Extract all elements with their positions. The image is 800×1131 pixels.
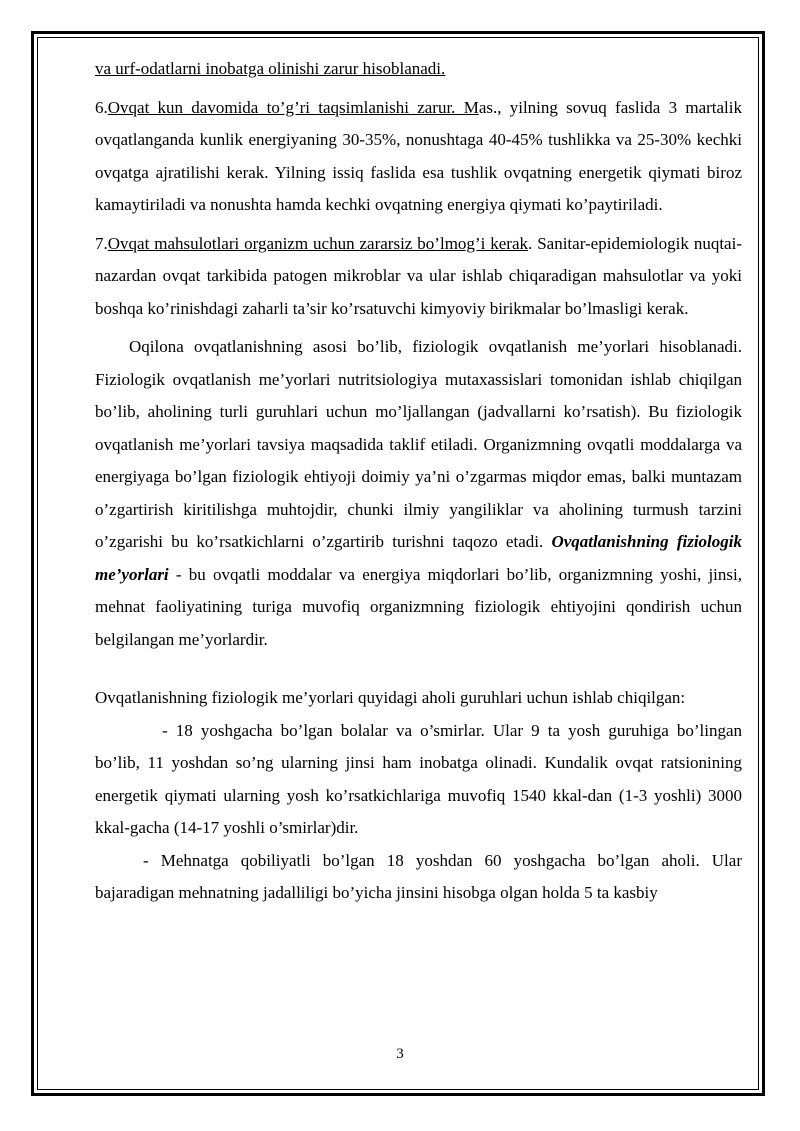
item-7-body: . Sanitar-epidemiologik nuqtai-nazardan ovqat tarkibida patogen mikroblar va ular ishlab chiqaradigan mahsulotlar va yoki boshqa ko’rinishdagi zaharli ta’sir ko’rsatuvchi kimyoviy birikmalar bo’lmasligi kerak. [95, 233, 742, 318]
item-6-body: as., yilning sovuq faslida 3 martalik ovqatlanganda kunlik energiyaning 30-35%, nonushtaga 40-45% tushlikka va 25-30% kechki ovqatga ajratilishi kerak. Yilning issiq faslida esa tushlik ovqatning energetik qiymati biroz kamaytiriladi va nonushta hamda kechki ovqatning energiya qiymati ko’paytiriladi. [95, 97, 743, 214]
groups-intro-paragraph: Ovqatlanishning fiziologik me’yorlari quyidagi aholi guruhlari uchun ishlab chiqilgan: [95, 688, 686, 707]
norms-paragraph [95, 331, 742, 656]
page-body [95, 53, 742, 910]
item-6-number: 6. [95, 97, 108, 117]
top-line [95, 53, 742, 86]
item-7-number: 7. [95, 233, 108, 253]
norms-text-after: - bu ovqatli moddalar va energiya miqdorlari bo’lib, organizmning yoshi, jinsi, mehnat faoliyatining turiga muvofiq organizmning fiziologik ehtiyojini qondirish uchun belgilangan me’yorlardir. [95, 564, 742, 649]
item-7-heading: Ovqat mahsulotlari organizm uchun zararsiz bo’lmog’i kerak [107, 233, 528, 253]
item-6-paragraph [95, 92, 742, 222]
norms-term: Ovqatlanishning fiziologik me’yorlari [95, 532, 742, 584]
group-children-paragraph: - 18 yoshgacha bo’lgan bolalar va o’smirlar. Ular 9 ta yosh guruhiga bo’lingan bo’lib, 11 yoshdan so’ng ularning jinsi ham inobatga olinadi. Kundalik ovqat ratsionining energetik qiymati ularning yosh ko’rsatkichlariga muvofiq 1540 kkal-dan (1-3 yoshli) 3000 kkal-gacha (14-17 yoshli o’smirlar)dir. [95, 720, 742, 837]
group-adults-paragraph: - Mehnatga qobiliyatli bo’lgan 18 yoshdan 60 yoshgacha bo’lgan aholi. Ular bajaradigan mehnatning jadalliligi bo’yicha jinsini hisobga olgan holda 5 ta kasbiy [95, 850, 742, 902]
norms-text-before: Oqilona ovqatlanishning asosi bo’lib, fiziologik ovqatlanish me’yorlari hisoblanadi. Fiziologik ovqatlanish me’yorlari nutritsiologiya mutaxassislari tomonidan ishlab chiqilgan bo’lib, aholining turli guruhlari uchun mo’ljallangan (jadvallarni ko’rsatish). Bu fiziologik ovqatlanish me’yorlari tavsiya maqsadida taklif etiladi. Organizmning ovqatli moddalarga va energiyaga bo’lgan fiziologik ehtiyoji doimiy ya’ni o’zgarmas miqdor emas, balki muntazam o’zgartirish kiritilishga muhtojdir, chunki ilmiy yangiliklar va aholining turmush tarzini o’zgarishi bu ko’rsatkichlarni o’zgartirib turishni taqozo etadi. [95, 337, 742, 551]
top-line-text: va urf-odatlarni inobatga olinishi zarur hisoblanadi. [95, 59, 446, 78]
item-7-paragraph [95, 228, 742, 326]
item-6-heading: Ovqat kun davomida to’g’ri taqsimlanishi zarur. M [107, 97, 479, 117]
page-number: 3 [396, 1046, 404, 1062]
